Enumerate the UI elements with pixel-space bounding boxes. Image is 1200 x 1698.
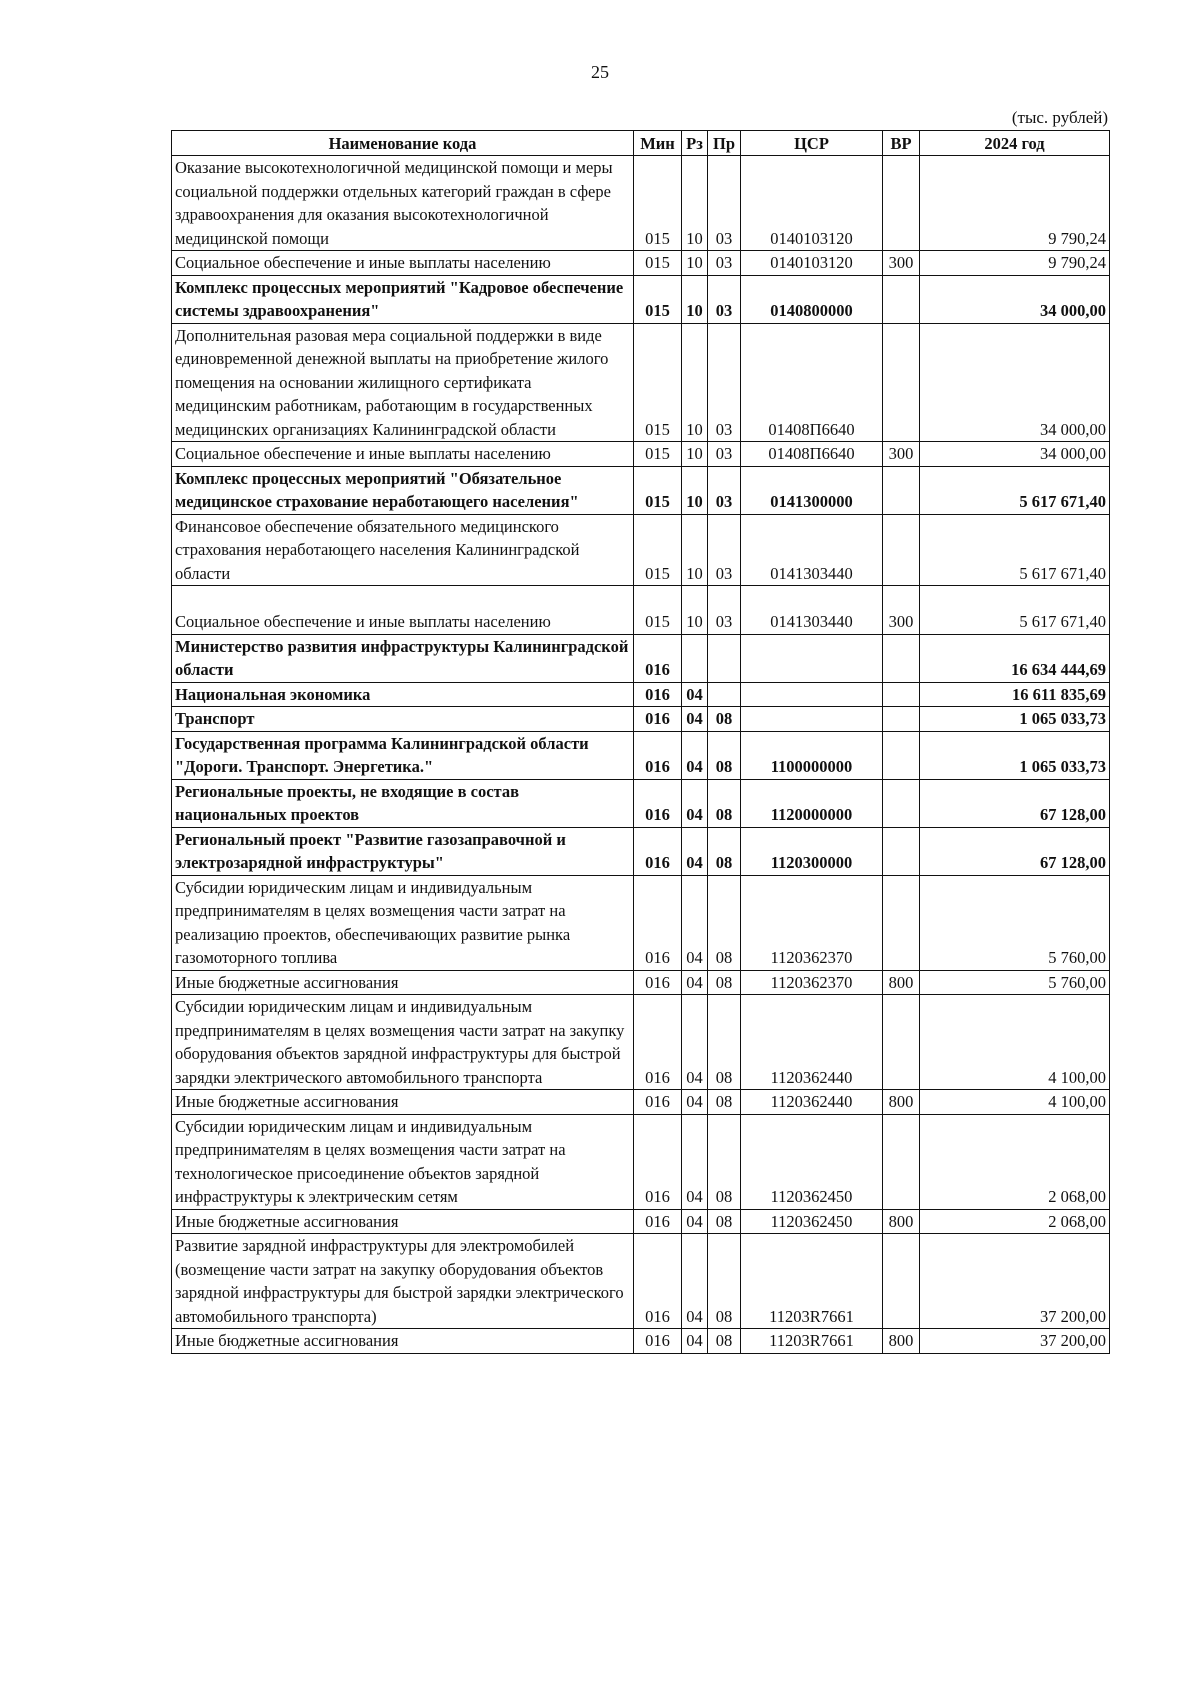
cell-pr: 08	[708, 827, 741, 875]
cell-rz: 04	[682, 1329, 708, 1354]
cell-min: 016	[634, 779, 682, 827]
cell-vr	[883, 827, 920, 875]
cell-rz: 04	[682, 731, 708, 779]
cell-pr: 03	[708, 323, 741, 442]
table-row	[172, 1090, 1110, 1115]
cell-csr: 1120362450	[741, 1114, 883, 1209]
table-row	[172, 442, 1110, 467]
cell-vr	[883, 323, 920, 442]
table-row	[172, 1114, 1110, 1209]
cell-vr: 800	[883, 1329, 920, 1354]
cell-rz: 10	[682, 586, 708, 635]
table-row	[172, 970, 1110, 995]
cell-csr: 11203R7661	[741, 1234, 883, 1329]
cell-min: 016	[634, 634, 682, 682]
cell-min: 015	[634, 323, 682, 442]
cell-csr: 0141303440	[741, 586, 883, 635]
col-header-rz: Рз	[682, 131, 708, 156]
cell-pr: 08	[708, 1234, 741, 1329]
cell-csr: 11203R7661	[741, 1329, 883, 1354]
cell-vr: 800	[883, 970, 920, 995]
cell-amount: 5 617 671,40	[920, 586, 1110, 635]
cell-csr: 1120300000	[741, 827, 883, 875]
cell-vr	[883, 731, 920, 779]
cell-amount: 34 000,00	[920, 442, 1110, 467]
cell-csr: 0140103120	[741, 156, 883, 251]
cell-rz: 04	[682, 779, 708, 827]
cell-rz: 10	[682, 251, 708, 276]
table-row	[172, 731, 1110, 779]
cell-rz	[682, 634, 708, 682]
cell-amount: 1 065 033,73	[920, 707, 1110, 732]
cell-amount: 67 128,00	[920, 827, 1110, 875]
cell-csr: 1120362370	[741, 970, 883, 995]
cell-vr	[883, 1114, 920, 1209]
cell-vr	[883, 156, 920, 251]
cell-amount: 37 200,00	[920, 1329, 1110, 1354]
table-row	[172, 514, 1110, 586]
cell-vr	[883, 995, 920, 1090]
cell-amount: 34 000,00	[920, 275, 1110, 323]
cell-csr	[741, 707, 883, 732]
cell-pr: 08	[708, 970, 741, 995]
cell-pr: 08	[708, 1209, 741, 1234]
cell-pr: 03	[708, 275, 741, 323]
cell-csr	[741, 634, 883, 682]
cell-min: 016	[634, 827, 682, 875]
cell-vr: 300	[883, 251, 920, 276]
header-row	[172, 131, 1110, 156]
cell-rz: 10	[682, 442, 708, 467]
cell-amount: 5 617 671,40	[920, 514, 1110, 586]
table-row	[172, 1329, 1110, 1354]
cell-vr: 800	[883, 1090, 920, 1115]
cell-name: Субсидии юридическим лицам и индивидуальным предпринимателям в целях возмещения части затрат на закупку оборудования объектов зарядной инфраструктуры для быстрой зарядки электрического автомобильного транспорта	[172, 995, 634, 1090]
cell-vr	[883, 466, 920, 514]
cell-min: 016	[634, 1090, 682, 1115]
cell-pr: 08	[708, 1090, 741, 1115]
col-header-min: Мин	[634, 131, 682, 156]
cell-vr	[883, 634, 920, 682]
cell-pr: 08	[708, 779, 741, 827]
cell-min: 015	[634, 466, 682, 514]
table-row	[172, 634, 1110, 682]
cell-amount: 4 100,00	[920, 995, 1110, 1090]
col-header-vr: ВР	[883, 131, 920, 156]
cell-name: Комплекс процессных мероприятий "Обязательное медицинское страхование неработающего населения"	[172, 466, 634, 514]
cell-min: 016	[634, 682, 682, 707]
cell-name: Комплекс процессных мероприятий "Кадровое обеспечение системы здравоохранения"	[172, 275, 634, 323]
cell-name: Иные бюджетные ассигнования	[172, 1090, 634, 1115]
cell-vr	[883, 514, 920, 586]
cell-vr	[883, 275, 920, 323]
cell-min: 016	[634, 970, 682, 995]
table-row	[172, 251, 1110, 276]
cell-name: Социальное обеспечение и иные выплаты населению	[172, 586, 634, 635]
cell-pr: 08	[708, 731, 741, 779]
cell-pr: 03	[708, 156, 741, 251]
cell-name: Социальное обеспечение и иные выплаты населению	[172, 251, 634, 276]
cell-pr: 03	[708, 514, 741, 586]
page-number: 25	[591, 62, 609, 82]
cell-csr: 0140103120	[741, 251, 883, 276]
cell-amount: 9 790,24	[920, 251, 1110, 276]
cell-min: 015	[634, 275, 682, 323]
cell-rz: 10	[682, 323, 708, 442]
table-row	[172, 1209, 1110, 1234]
cell-rz: 10	[682, 514, 708, 586]
cell-pr: 08	[708, 875, 741, 970]
table-row	[172, 586, 1110, 635]
cell-name: Иные бюджетные ассигнования	[172, 1329, 634, 1354]
cell-csr: 0141300000	[741, 466, 883, 514]
cell-min: 016	[634, 707, 682, 732]
cell-rz: 04	[682, 1234, 708, 1329]
cell-rz: 10	[682, 275, 708, 323]
table-row	[172, 323, 1110, 442]
cell-rz: 04	[682, 970, 708, 995]
cell-amount: 1 065 033,73	[920, 731, 1110, 779]
cell-rz: 04	[682, 1114, 708, 1209]
cell-amount: 4 100,00	[920, 1090, 1110, 1115]
cell-csr: 1120000000	[741, 779, 883, 827]
cell-name: Иные бюджетные ассигнования	[172, 970, 634, 995]
cell-name: Транспорт	[172, 707, 634, 732]
cell-name: Национальная экономика	[172, 682, 634, 707]
cell-amount: 5 760,00	[920, 970, 1110, 995]
col-header-pr: Пр	[708, 131, 741, 156]
cell-amount: 5 617 671,40	[920, 466, 1110, 514]
cell-name: Региональный проект "Развитие газозаправочной и электрозарядной инфраструктуры"	[172, 827, 634, 875]
cell-amount: 67 128,00	[920, 779, 1110, 827]
cell-csr: 1120362450	[741, 1209, 883, 1234]
table-row	[172, 995, 1110, 1090]
cell-min: 015	[634, 156, 682, 251]
cell-pr: 08	[708, 707, 741, 732]
cell-min: 016	[634, 731, 682, 779]
cell-name: Субсидии юридическим лицам и индивидуальным предпринимателям в целях возмещения части затрат на технологическое присоединение объектов зарядной инфраструктуры к электрическим сетям	[172, 1114, 634, 1209]
table-row	[172, 827, 1110, 875]
cell-csr: 01408П6640	[741, 323, 883, 442]
cell-vr	[883, 682, 920, 707]
cell-vr: 300	[883, 586, 920, 635]
cell-rz: 04	[682, 682, 708, 707]
cell-rz: 04	[682, 707, 708, 732]
cell-csr: 1120362370	[741, 875, 883, 970]
table-row	[172, 275, 1110, 323]
cell-rz: 04	[682, 995, 708, 1090]
cell-min: 016	[634, 1114, 682, 1209]
cell-pr: 03	[708, 251, 741, 276]
cell-vr: 300	[883, 442, 920, 467]
cell-pr	[708, 634, 741, 682]
cell-min: 016	[634, 1209, 682, 1234]
cell-rz: 10	[682, 156, 708, 251]
table-row	[172, 779, 1110, 827]
cell-amount: 2 068,00	[920, 1209, 1110, 1234]
table-row	[172, 1234, 1110, 1329]
cell-pr: 03	[708, 466, 741, 514]
cell-min: 016	[634, 995, 682, 1090]
cell-name: Министерство развития инфраструктуры Калининградской области	[172, 634, 634, 682]
cell-pr: 03	[708, 442, 741, 467]
cell-csr: 0141303440	[741, 514, 883, 586]
cell-amount: 2 068,00	[920, 1114, 1110, 1209]
table-row	[172, 682, 1110, 707]
cell-csr: 1120362440	[741, 1090, 883, 1115]
col-header-csr: ЦСР	[741, 131, 883, 156]
col-header-year: 2024 год	[920, 131, 1110, 156]
cell-amount: 16 634 444,69	[920, 634, 1110, 682]
cell-name: Социальное обеспечение и иные выплаты населению	[172, 442, 634, 467]
cell-name: Субсидии юридическим лицам и индивидуальным предпринимателям в целях возмещения части затрат на реализацию проектов, обеспечивающих развитие рынка газомоторного топлива	[172, 875, 634, 970]
cell-name: Иные бюджетные ассигнования	[172, 1209, 634, 1234]
cell-name: Финансовое обеспечение обязательного медицинского страхования неработающего населения Калининградской области	[172, 514, 634, 586]
cell-pr	[708, 682, 741, 707]
cell-min: 015	[634, 586, 682, 635]
table-row	[172, 707, 1110, 732]
cell-vr: 800	[883, 1209, 920, 1234]
cell-min: 016	[634, 875, 682, 970]
cell-min: 016	[634, 1234, 682, 1329]
cell-name: Региональные проекты, не входящие в состав национальных проектов	[172, 779, 634, 827]
cell-vr	[883, 707, 920, 732]
cell-vr	[883, 1234, 920, 1329]
cell-csr: 1120362440	[741, 995, 883, 1090]
table-row	[172, 466, 1110, 514]
budget-table	[171, 130, 1110, 1354]
table-body	[172, 156, 1110, 1354]
cell-rz: 04	[682, 1209, 708, 1234]
cell-rz: 04	[682, 875, 708, 970]
cell-csr: 01408П6640	[741, 442, 883, 467]
cell-name: Оказание высокотехнологичной медицинской помощи и меры социальной поддержки отдельных категорий граждан в сфере здравоохранения для оказания высокотехнологичной медицинской помощи	[172, 156, 634, 251]
units-label: (тыс. рублей)	[1011, 108, 1108, 127]
cell-amount: 16 611 835,69	[920, 682, 1110, 707]
cell-csr: 1100000000	[741, 731, 883, 779]
col-header-name: Наименование кода	[172, 131, 634, 156]
table-row	[172, 156, 1110, 251]
cell-min: 016	[634, 1329, 682, 1354]
cell-name: Развитие зарядной инфраструктуры для электромобилей (возмещение части затрат на закупку оборудования объектов зарядной инфраструктуры для быстрой зарядки электрического автомобильного транспорта)	[172, 1234, 634, 1329]
cell-min: 015	[634, 251, 682, 276]
cell-rz: 04	[682, 827, 708, 875]
cell-pr: 08	[708, 1329, 741, 1354]
cell-rz: 04	[682, 1090, 708, 1115]
cell-name: Государственная программа Калининградской области "Дороги. Транспорт. Энергетика."	[172, 731, 634, 779]
cell-csr	[741, 682, 883, 707]
cell-vr	[883, 875, 920, 970]
cell-pr: 08	[708, 1114, 741, 1209]
cell-pr: 08	[708, 995, 741, 1090]
cell-amount: 37 200,00	[920, 1234, 1110, 1329]
table-row	[172, 875, 1110, 970]
cell-amount: 9 790,24	[920, 156, 1110, 251]
cell-min: 015	[634, 514, 682, 586]
cell-name: Дополнительная разовая мера социальной поддержки в виде единовременной денежной выплаты на приобретение жилого помещения на основании жилищного сертификата медицинским работникам, работающим в государственных медицинских организациях Калининградской области	[172, 323, 634, 442]
cell-min: 015	[634, 442, 682, 467]
cell-amount: 34 000,00	[920, 323, 1110, 442]
cell-amount: 5 760,00	[920, 875, 1110, 970]
cell-rz: 10	[682, 466, 708, 514]
cell-pr: 03	[708, 586, 741, 635]
cell-csr: 0140800000	[741, 275, 883, 323]
cell-vr	[883, 779, 920, 827]
